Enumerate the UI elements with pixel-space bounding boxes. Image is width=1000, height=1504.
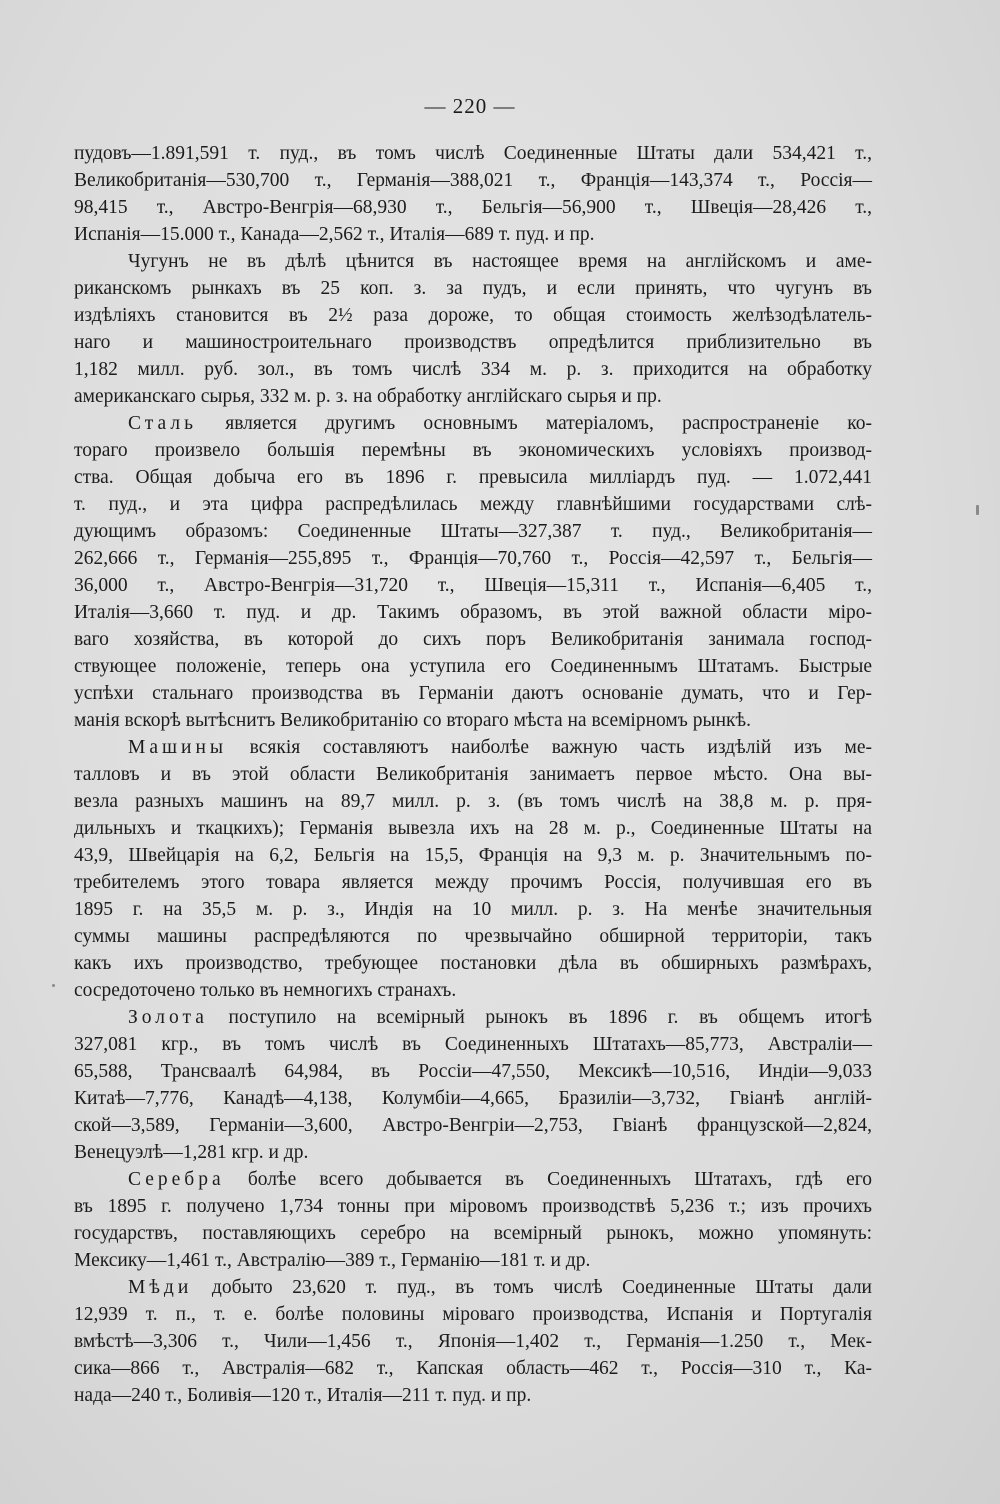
text-line: 327,081 кгр., въ томъ числѣ въ Соединенныхъ Штатахъ—85,773, Австраліи— — [74, 1034, 872, 1055]
text-line: т. пуд., и эта цифра распредѣлилась между главнѣйшими государствами слѣ- — [74, 494, 872, 515]
text-line: въ 1895 г. получено 1,734 тонны при міровомъ производствѣ 5,236 т.; изъ прочихъ — [74, 1196, 872, 1217]
text-line: сика—866 т., Австралія—682 т., Капская область—462 т., Россія—310 т., Ка- — [74, 1358, 872, 1379]
scan-speck — [52, 984, 55, 987]
text-line: ствующее положеніе, теперь она уступила его Соединеннымъ Штатамъ. Быстрые — [74, 656, 872, 677]
line-rest: болѣе всего добывается въ Соединенныхъ Штатахъ, гдѣ его — [224, 1169, 872, 1190]
text-line: требителемъ этого товара является между прочимъ Россія, получившая его въ — [74, 872, 872, 893]
page-number: — 220 — — [424, 94, 516, 118]
text-line: ской—3,589, Германіи—3,600, Австро-Венгріи—2,753, Гвіанѣ французской—2,824, — [74, 1115, 872, 1136]
text-line: издѣліяхъ становится въ 2½ раза дороже, то общая стоимость желѣзодѣлатель- — [74, 305, 872, 326]
paragraph-steel — [74, 410, 872, 734]
text-line — [74, 1166, 872, 1193]
text-line: американскаго сырья, 332 м. р. з. на обработку англійскаго сырья и пр. — [74, 386, 662, 407]
text-line: наго и машиностроительнаго производствъ опредѣлится приблизительно въ — [74, 332, 872, 353]
paragraph-iron-production — [74, 140, 872, 248]
text-line: 1,182 милл. руб. зол., въ томъ числѣ 334 м. р. з. приходится на обработку — [74, 359, 872, 380]
lead-word: Машины — [128, 737, 227, 758]
text-line: какъ ихъ производство, требующее постановки дѣла въ обширныхъ размѣрахъ, — [74, 953, 872, 974]
text-line: Великобританія—530,700 т., Германія—388,021 т., Франція—143,374 т., Россія— — [74, 170, 872, 191]
text-line: пудовъ—1.891,591 т. пуд., въ томъ числѣ Соединенные Штаты дали 534,421 т., — [74, 143, 872, 164]
text-line: риканскомъ рынкахъ въ 25 коп. з. за пудъ, и если принять, что чугунъ въ — [74, 278, 872, 299]
text-line: 1895 г. на 35,5 м. р. з., Индія на 10 милл. р. з. На менѣе значительныя — [74, 899, 872, 920]
paragraph-copper — [74, 1274, 872, 1409]
body-text — [74, 140, 872, 1409]
text-line: манія вскорѣ вытѣснитъ Великобританію со втораго мѣста на всемірномъ рынкѣ. — [74, 710, 751, 731]
text-line: Венецуэлѣ—1,281 кгр. и др. — [74, 1142, 309, 1163]
text-line: государствъ, поставляющихъ серебро на всемірный рынокъ, можно упомянуть: — [74, 1223, 872, 1244]
text-line: 98,415 т., Австро-Венгрія—68,930 т., Бельгія—56,900 т., Швеція—28,426 т., — [74, 197, 872, 218]
lead-word: Серебра — [128, 1169, 225, 1190]
text-line — [74, 734, 872, 761]
text-line: ства. Общая добыча его въ 1896 г. превысила миллiардъ пуд. — 1.072,441 — [74, 467, 872, 488]
text-line: Чугунъ не въ дѣлѣ цѣнится въ настоящее время на англійскомъ и аме- — [128, 251, 872, 272]
text-line: нада—240 т., Боливія—120 т., Италія—211 т. пуд. и пр. — [74, 1385, 532, 1406]
scan-speck — [976, 505, 979, 515]
paragraph-cast-iron — [74, 248, 872, 410]
line-rest: поступило на всемірный рынокъ въ 1896 г. въ общемъ итогѣ — [207, 1007, 872, 1028]
text-line — [74, 410, 872, 437]
text-line: 43,9, Швейцарія на 6,2, Бельгія на 15,5, Франція на 9,3 м. р. Значительнымъ по- — [74, 845, 872, 866]
text-line: талловъ и въ этой области Великобританія занимаетъ первое мѣсто. Она вы- — [74, 764, 872, 785]
text-line: успѣхи стальнаго производства въ Германіи даютъ основаніе думать, что и Гер- — [74, 683, 872, 704]
lead-word: Мѣди — [128, 1277, 193, 1298]
text-line: Италія—3,660 т. пуд. и др. Такимъ образомъ, въ этой важной области міро- — [74, 602, 872, 623]
text-line: везла разныхъ машинъ на 89,7 милл. р. з. (въ томъ числѣ на 38,8 м. р. пря- — [74, 791, 872, 812]
text-line: дильныхъ и ткацкихъ); Германія вывезла ихъ на 28 м. р., Соединенные Штаты на — [74, 818, 872, 839]
lead-word: Золота — [128, 1007, 208, 1028]
text-line: тораго произвело большія перемѣны въ экономическихъ условіяхъ производ- — [74, 440, 872, 461]
line-rest: всякія составляютъ наиболѣе важную часть издѣлій изъ ме- — [226, 737, 872, 758]
text-line: 65,588, Трансваалѣ 64,984, въ Россіи—47,550, Мексикѣ—10,516, Индіи—9,033 — [74, 1061, 872, 1082]
paragraph-silver — [74, 1166, 872, 1274]
text-line: 12,939 т. п., т. е. болѣе половины міроваго производства, Испанія и Португалія — [74, 1304, 872, 1325]
text-line: суммы машины распредѣляются по чрезвычайно обширной территоріи, такъ — [74, 926, 872, 947]
text-line: дующимъ образомъ: Соединенные Штаты—327,387 т. пуд., Великобританія— — [74, 521, 872, 542]
text-line: 36,000 т., Австро-Венгрія—31,720 т., Швеція—15,311 т., Испанія—6,405 т., — [74, 575, 872, 596]
text-line: ваго хозяйства, въ которой до сихъ поръ Великобританія занимала господ- — [74, 629, 872, 650]
text-line: Испанія—15.000 т., Канада—2,562 т., Италія—689 т. пуд. и пр. — [74, 224, 595, 245]
paragraph-gold — [74, 1004, 872, 1166]
paragraph-machines — [74, 734, 872, 1004]
text-line — [74, 1004, 872, 1031]
text-line: Мексику—1,461 т., Австралію—389 т., Германію—181 т. и др. — [74, 1250, 591, 1271]
text-line — [74, 1274, 872, 1301]
text-line: сосредоточено только въ немногихъ странахъ. — [74, 980, 457, 1001]
text-line: Китаѣ—7,776, Канадѣ—4,138, Колумбіи—4,665, Бразиліи—3,732, Гвіанѣ англій- — [74, 1088, 872, 1109]
text-line: 262,666 т., Германія—255,895 т., Франція—70,760 т., Россія—42,597 т., Бельгія— — [74, 548, 872, 569]
lead-word: Сталь — [128, 413, 197, 434]
text-line: вмѣстѣ—3,306 т., Чили—1,456 т., Японія—1,402 т., Германія—1.250 т., Мек- — [74, 1331, 872, 1352]
line-rest: добыто 23,620 т. пуд., въ томъ числѣ Соединенные Штаты дали — [192, 1277, 872, 1298]
line-rest: является другимъ основнымъ матеріаломъ, распространеніе ко- — [196, 413, 872, 434]
